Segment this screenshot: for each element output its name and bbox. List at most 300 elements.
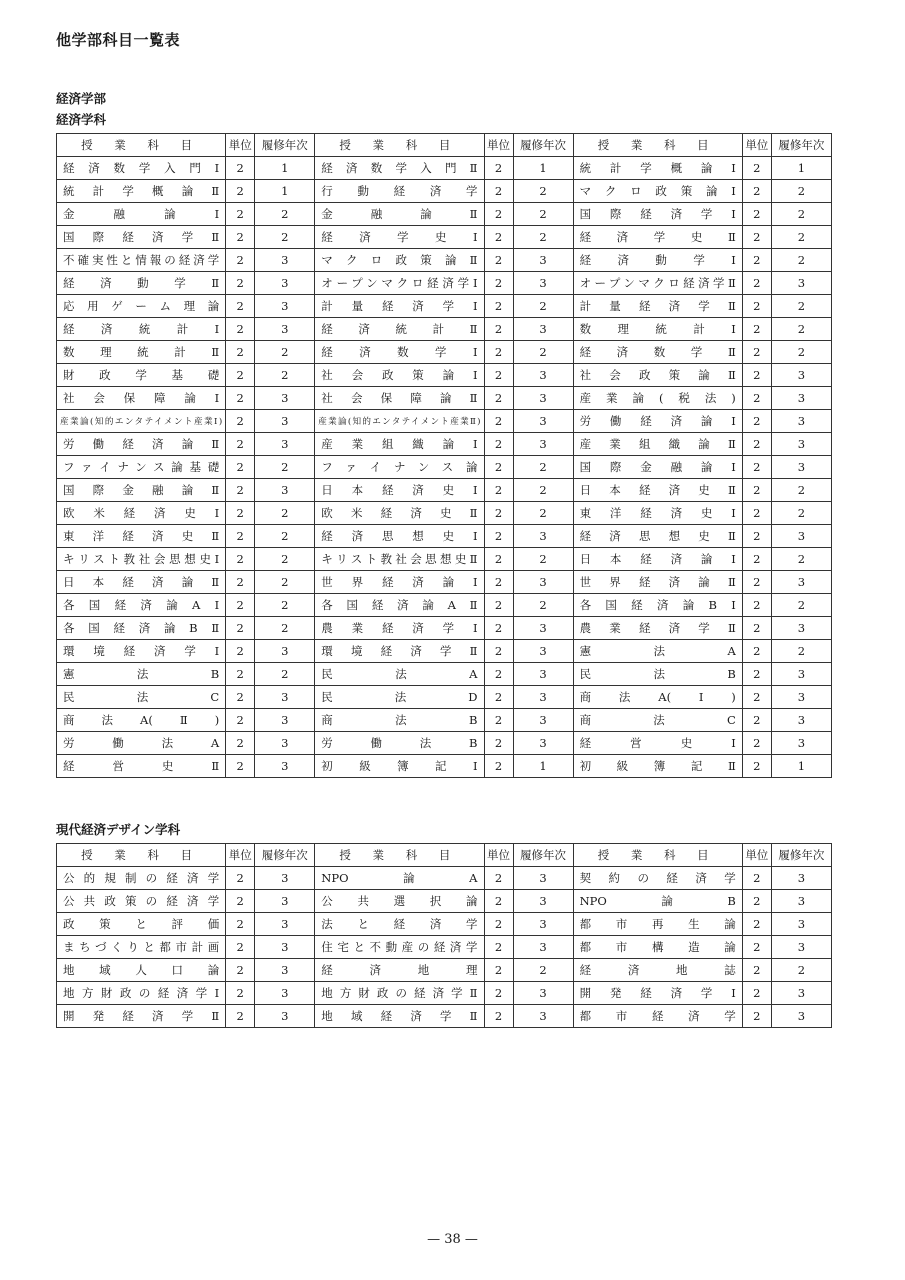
course-units: 2 [742, 203, 771, 226]
header-subject-label: 授 業 科 目 [81, 848, 202, 862]
course-year: 3 [255, 982, 315, 1005]
course-year: 3 [255, 755, 315, 778]
course-name: 労働経済論Ⅰ [573, 410, 742, 433]
header-subject-label: 授 業 科 目 [597, 848, 718, 862]
table-row [57, 295, 832, 318]
header-units: 単位 [226, 844, 255, 867]
course-name: 経済数学入門Ⅱ [315, 157, 484, 180]
course-year: 3 [771, 732, 831, 755]
course-name: キリスト教社会思想史Ⅰ [57, 548, 226, 571]
course-name: 国際金融論Ⅱ [57, 479, 226, 502]
course-year: 2 [771, 226, 831, 249]
course-year: 2 [255, 594, 315, 617]
course-name: 各国経済論AⅠ [57, 594, 226, 617]
course-name: ファイナンス論基礎 [57, 456, 226, 479]
course-year: 3 [771, 867, 831, 890]
course-units: 2 [226, 341, 255, 364]
course-year: 3 [771, 364, 831, 387]
course-units: 2 [226, 364, 255, 387]
course-units: 2 [484, 226, 513, 249]
course-name: 各国経済論BⅡ [57, 617, 226, 640]
course-name: 国際経済学Ⅰ [573, 203, 742, 226]
course-units: 2 [226, 525, 255, 548]
course-name: 環境経済学Ⅱ [315, 640, 484, 663]
dept1-heading: 経済学科 [56, 112, 107, 127]
course-year: 2 [513, 203, 573, 226]
course-units: 2 [226, 226, 255, 249]
course-units: 2 [226, 709, 255, 732]
course-year: 2 [771, 594, 831, 617]
course-name: オープンマクロ経済学Ⅰ [315, 272, 484, 295]
course-units: 2 [742, 686, 771, 709]
header-year: 履修年次 [771, 844, 831, 867]
course-units: 2 [226, 867, 255, 890]
course-units: 2 [742, 571, 771, 594]
course-name: 経営史Ⅱ [57, 755, 226, 778]
table-row [57, 617, 832, 640]
course-year: 2 [771, 341, 831, 364]
course-year: 2 [771, 318, 831, 341]
course-units: 2 [742, 525, 771, 548]
course-year: 2 [513, 502, 573, 525]
course-name: 産業論(税法) [573, 387, 742, 410]
course-units: 2 [742, 1005, 771, 1028]
course-year: 3 [255, 1005, 315, 1028]
table-row [57, 1005, 832, 1028]
course-year: 3 [513, 318, 573, 341]
course-units: 2 [742, 548, 771, 571]
course-name: 法と経済学 [315, 913, 484, 936]
course-units: 2 [226, 936, 255, 959]
course-units: 2 [742, 456, 771, 479]
header-units: 単位 [742, 844, 771, 867]
course-year: 2 [255, 502, 315, 525]
course-name: 各国経済論AⅡ [315, 594, 484, 617]
course-name: 公的規制の経済学 [57, 867, 226, 890]
course-name: 金融論Ⅱ [315, 203, 484, 226]
course-units: 2 [484, 640, 513, 663]
course-name: 産業組織論Ⅱ [573, 433, 742, 456]
header-year: 履修年次 [771, 134, 831, 157]
table-row [57, 732, 832, 755]
course-units: 2 [484, 387, 513, 410]
course-name: 地方財政の経済学Ⅰ [57, 982, 226, 1005]
course-year: 3 [513, 364, 573, 387]
course-units: 2 [484, 295, 513, 318]
table-header-row [57, 844, 832, 867]
course-name: 経済思想史Ⅱ [573, 525, 742, 548]
course-name: 社会保障論Ⅱ [315, 387, 484, 410]
course-name: 世界経済論Ⅰ [315, 571, 484, 594]
course-name: 日本経済史Ⅱ [573, 479, 742, 502]
course-name: 国際金融論Ⅰ [573, 456, 742, 479]
course-units: 2 [226, 456, 255, 479]
course-year: 3 [771, 433, 831, 456]
course-name: 商法A(Ⅱ) [57, 709, 226, 732]
course-units: 2 [484, 525, 513, 548]
course-year: 1 [771, 755, 831, 778]
course-units: 2 [484, 867, 513, 890]
course-name: 経済地誌 [573, 959, 742, 982]
course-year: 2 [255, 203, 315, 226]
header-year: 履修年次 [255, 844, 315, 867]
course-year: 3 [255, 936, 315, 959]
header-subject-label: 授 業 科 目 [81, 138, 202, 152]
table-row [57, 364, 832, 387]
header-subject-label: 授 業 科 目 [339, 138, 460, 152]
course-name: 憲法B [57, 663, 226, 686]
course-units: 2 [484, 617, 513, 640]
course-name: 民法A [315, 663, 484, 686]
course-year: 3 [255, 272, 315, 295]
course-name: 行動経済学 [315, 180, 484, 203]
course-name: 欧米経済史Ⅰ [57, 502, 226, 525]
course-name: 開発経済学Ⅰ [573, 982, 742, 1005]
course-year: 2 [771, 959, 831, 982]
course-year: 3 [771, 456, 831, 479]
course-year: 3 [255, 686, 315, 709]
course-units: 2 [226, 890, 255, 913]
course-name: 経営史Ⅰ [573, 732, 742, 755]
course-name: 都市経済学 [573, 1005, 742, 1028]
course-units: 2 [484, 913, 513, 936]
course-name: 商法A(Ⅰ) [573, 686, 742, 709]
course-units: 2 [226, 913, 255, 936]
course-name: 労働法B [315, 732, 484, 755]
course-units: 2 [226, 959, 255, 982]
course-year: 3 [513, 982, 573, 1005]
table-row [57, 157, 832, 180]
course-year: 3 [771, 936, 831, 959]
table-row [57, 867, 832, 890]
course-year: 2 [513, 479, 573, 502]
course-year: 3 [255, 709, 315, 732]
course-units: 2 [226, 663, 255, 686]
course-units: 2 [226, 180, 255, 203]
course-name: 労働経済論Ⅱ [57, 433, 226, 456]
header-subject [573, 844, 742, 867]
header-subject [315, 844, 484, 867]
course-name: オープンマクロ経済学Ⅱ [573, 272, 742, 295]
course-name: 都市再生論 [573, 913, 742, 936]
course-name: 社会政策論Ⅱ [573, 364, 742, 387]
course-units: 2 [226, 203, 255, 226]
course-units: 2 [226, 157, 255, 180]
course-year: 3 [771, 387, 831, 410]
dept2-heading: 現代経済デザイン学科 [56, 822, 181, 837]
course-name: 日本経済論Ⅰ [573, 548, 742, 571]
course-units: 2 [742, 341, 771, 364]
course-year: 3 [513, 617, 573, 640]
course-name: 経済数学Ⅱ [573, 341, 742, 364]
course-units: 2 [226, 433, 255, 456]
course-units: 2 [226, 249, 255, 272]
course-units: 2 [742, 318, 771, 341]
course-year: 3 [771, 890, 831, 913]
course-name: 公共選択論 [315, 890, 484, 913]
course-name: 都市構造論 [573, 936, 742, 959]
course-year: 3 [255, 249, 315, 272]
course-name: 社会保障論Ⅰ [57, 387, 226, 410]
course-units: 2 [742, 959, 771, 982]
course-units: 2 [484, 709, 513, 732]
course-year: 3 [513, 272, 573, 295]
course-name: 欧米経済史Ⅱ [315, 502, 484, 525]
course-year: 3 [513, 387, 573, 410]
table-row [57, 249, 832, 272]
course-units: 2 [484, 732, 513, 755]
course-units: 2 [226, 410, 255, 433]
course-units: 2 [742, 295, 771, 318]
table-row [57, 548, 832, 571]
course-name: 環境経済学Ⅰ [57, 640, 226, 663]
course-units: 2 [484, 755, 513, 778]
course-year: 1 [255, 180, 315, 203]
course-year: 3 [255, 295, 315, 318]
header-subject [573, 134, 742, 157]
course-units: 2 [742, 502, 771, 525]
table-row [57, 594, 832, 617]
course-name: 経済学史Ⅱ [573, 226, 742, 249]
course-name: 労働法A [57, 732, 226, 755]
course-units: 2 [742, 617, 771, 640]
course-year: 3 [771, 982, 831, 1005]
course-year: 3 [513, 686, 573, 709]
course-units: 2 [226, 732, 255, 755]
page-number: — 38 — [427, 1232, 478, 1247]
course-year: 2 [513, 295, 573, 318]
course-units: 2 [484, 594, 513, 617]
faculty-heading: 経済学部 [56, 91, 107, 106]
course-units: 2 [742, 272, 771, 295]
table-row [57, 479, 832, 502]
table-row [57, 755, 832, 778]
course-name: 民法D [315, 686, 484, 709]
course-units: 2 [742, 157, 771, 180]
course-year: 3 [513, 249, 573, 272]
course-name: 民法C [57, 686, 226, 709]
course-name: 不確実性と情報の経済学 [57, 249, 226, 272]
header-subject [57, 134, 226, 157]
course-name: 経済動学Ⅱ [57, 272, 226, 295]
header-units: 単位 [484, 844, 513, 867]
header-units: 単位 [484, 134, 513, 157]
course-name: 農業経済学Ⅰ [315, 617, 484, 640]
course-units: 2 [742, 594, 771, 617]
course-name: 開発経済学Ⅱ [57, 1005, 226, 1028]
course-year: 3 [513, 525, 573, 548]
course-units: 2 [742, 387, 771, 410]
course-year: 1 [771, 157, 831, 180]
table-row [57, 387, 832, 410]
table-row [57, 640, 832, 663]
course-year: 2 [513, 180, 573, 203]
course-units: 2 [226, 594, 255, 617]
header-subject-label: 授 業 科 目 [597, 138, 718, 152]
course-name: 計量経済学Ⅰ [315, 295, 484, 318]
course-units: 2 [742, 180, 771, 203]
course-name: 経済数学Ⅰ [315, 341, 484, 364]
course-name: 社会政策論Ⅰ [315, 364, 484, 387]
course-year: 3 [513, 571, 573, 594]
course-year: 3 [513, 890, 573, 913]
table-row [57, 341, 832, 364]
course-units: 2 [742, 640, 771, 663]
course-year: 3 [771, 1005, 831, 1028]
course-year: 3 [255, 867, 315, 890]
course-name: 経済統計Ⅰ [57, 318, 226, 341]
course-name: キリスト教社会思想史Ⅱ [315, 548, 484, 571]
course-units: 2 [484, 364, 513, 387]
course-units: 2 [484, 502, 513, 525]
course-units: 2 [484, 936, 513, 959]
course-units: 2 [484, 180, 513, 203]
header-units: 単位 [742, 134, 771, 157]
course-name: 日本経済論Ⅱ [57, 571, 226, 594]
course-units: 2 [226, 295, 255, 318]
course-name: 農業経済学Ⅱ [573, 617, 742, 640]
course-name: ファイナンス論 [315, 456, 484, 479]
course-year: 2 [513, 548, 573, 571]
course-name: 数理統計Ⅰ [573, 318, 742, 341]
course-name: 政策と評価 [57, 913, 226, 936]
course-units: 2 [226, 571, 255, 594]
course-year: 3 [513, 913, 573, 936]
table-row [57, 709, 832, 732]
course-units: 2 [484, 341, 513, 364]
course-name: 地方財政の経済学Ⅱ [315, 982, 484, 1005]
course-units: 2 [226, 502, 255, 525]
course-year: 3 [255, 913, 315, 936]
course-units: 2 [484, 686, 513, 709]
course-year: 3 [513, 709, 573, 732]
course-year: 2 [771, 479, 831, 502]
course-year: 2 [255, 548, 315, 571]
table-row [57, 456, 832, 479]
table-row [57, 686, 832, 709]
table-row [57, 318, 832, 341]
table-row [57, 525, 832, 548]
course-year: 2 [513, 226, 573, 249]
table-row [57, 203, 832, 226]
course-units: 2 [226, 617, 255, 640]
course-units: 2 [742, 755, 771, 778]
course-name: まちづくりと都市計画 [57, 936, 226, 959]
course-year: 3 [513, 867, 573, 890]
course-year: 3 [255, 387, 315, 410]
course-units: 2 [484, 203, 513, 226]
course-name: 産業論(知的エンタテイメント産業Ⅱ) [315, 410, 484, 433]
course-year: 2 [513, 456, 573, 479]
header-year: 履修年次 [513, 844, 573, 867]
course-units: 2 [484, 456, 513, 479]
course-name: 経済地理 [315, 959, 484, 982]
course-name: 東洋経済史Ⅱ [57, 525, 226, 548]
course-year: 1 [513, 755, 573, 778]
table-row [57, 571, 832, 594]
course-year: 3 [513, 410, 573, 433]
course-name: 数理統計Ⅱ [57, 341, 226, 364]
course-name: 経済学史Ⅰ [315, 226, 484, 249]
header-year: 履修年次 [513, 134, 573, 157]
course-units: 2 [742, 913, 771, 936]
page-title: 他学部科目一覧表 [56, 31, 181, 49]
course-units: 2 [484, 663, 513, 686]
course-units: 2 [742, 732, 771, 755]
course-year: 3 [771, 571, 831, 594]
course-year: 2 [771, 180, 831, 203]
course-year: 2 [771, 203, 831, 226]
course-year: 2 [255, 226, 315, 249]
course-name: 東洋経済史Ⅰ [573, 502, 742, 525]
course-year: 3 [255, 890, 315, 913]
table-row [57, 433, 832, 456]
course-units: 2 [484, 272, 513, 295]
course-units: 2 [484, 548, 513, 571]
course-year: 2 [255, 571, 315, 594]
course-units: 2 [484, 249, 513, 272]
header-subject [57, 844, 226, 867]
course-units: 2 [484, 479, 513, 502]
course-year: 2 [255, 456, 315, 479]
course-name: 計量経済学Ⅱ [573, 295, 742, 318]
course-name: 産業組織論Ⅰ [315, 433, 484, 456]
header-year: 履修年次 [255, 134, 315, 157]
course-units: 2 [484, 959, 513, 982]
header-subject [315, 134, 484, 157]
course-year: 2 [771, 548, 831, 571]
course-units: 2 [226, 272, 255, 295]
table-row [57, 913, 832, 936]
course-year: 2 [771, 502, 831, 525]
header-subject-label: 授 業 科 目 [339, 848, 460, 862]
course-year: 3 [771, 913, 831, 936]
course-year: 3 [771, 686, 831, 709]
course-year: 3 [771, 709, 831, 732]
course-units: 2 [226, 686, 255, 709]
course-name: 世界経済論Ⅱ [573, 571, 742, 594]
course-year: 3 [771, 617, 831, 640]
course-year: 3 [513, 433, 573, 456]
course-units: 2 [226, 755, 255, 778]
dept2-course-table [56, 843, 832, 1028]
course-name: 応用ゲーム理論 [57, 295, 226, 318]
course-units: 2 [226, 479, 255, 502]
course-name: マクロ政策論Ⅱ [315, 249, 484, 272]
course-name: 公共政策の経済学 [57, 890, 226, 913]
course-year: 3 [771, 663, 831, 686]
course-name: 財政学基礎 [57, 364, 226, 387]
course-year: 2 [771, 640, 831, 663]
course-name: 地域人口論 [57, 959, 226, 982]
course-units: 2 [742, 433, 771, 456]
course-year: 3 [255, 640, 315, 663]
course-name: 経済思想史Ⅰ [315, 525, 484, 548]
table-row [57, 272, 832, 295]
course-year: 2 [255, 364, 315, 387]
course-name: 初級簿記Ⅰ [315, 755, 484, 778]
course-year: 2 [771, 295, 831, 318]
course-units: 2 [742, 936, 771, 959]
course-year: 2 [255, 617, 315, 640]
course-year: 2 [513, 341, 573, 364]
course-name: 商法B [315, 709, 484, 732]
course-units: 2 [484, 410, 513, 433]
table-row [57, 410, 832, 433]
course-name: 初級簿記Ⅱ [573, 755, 742, 778]
course-units: 2 [484, 157, 513, 180]
course-year: 1 [513, 157, 573, 180]
